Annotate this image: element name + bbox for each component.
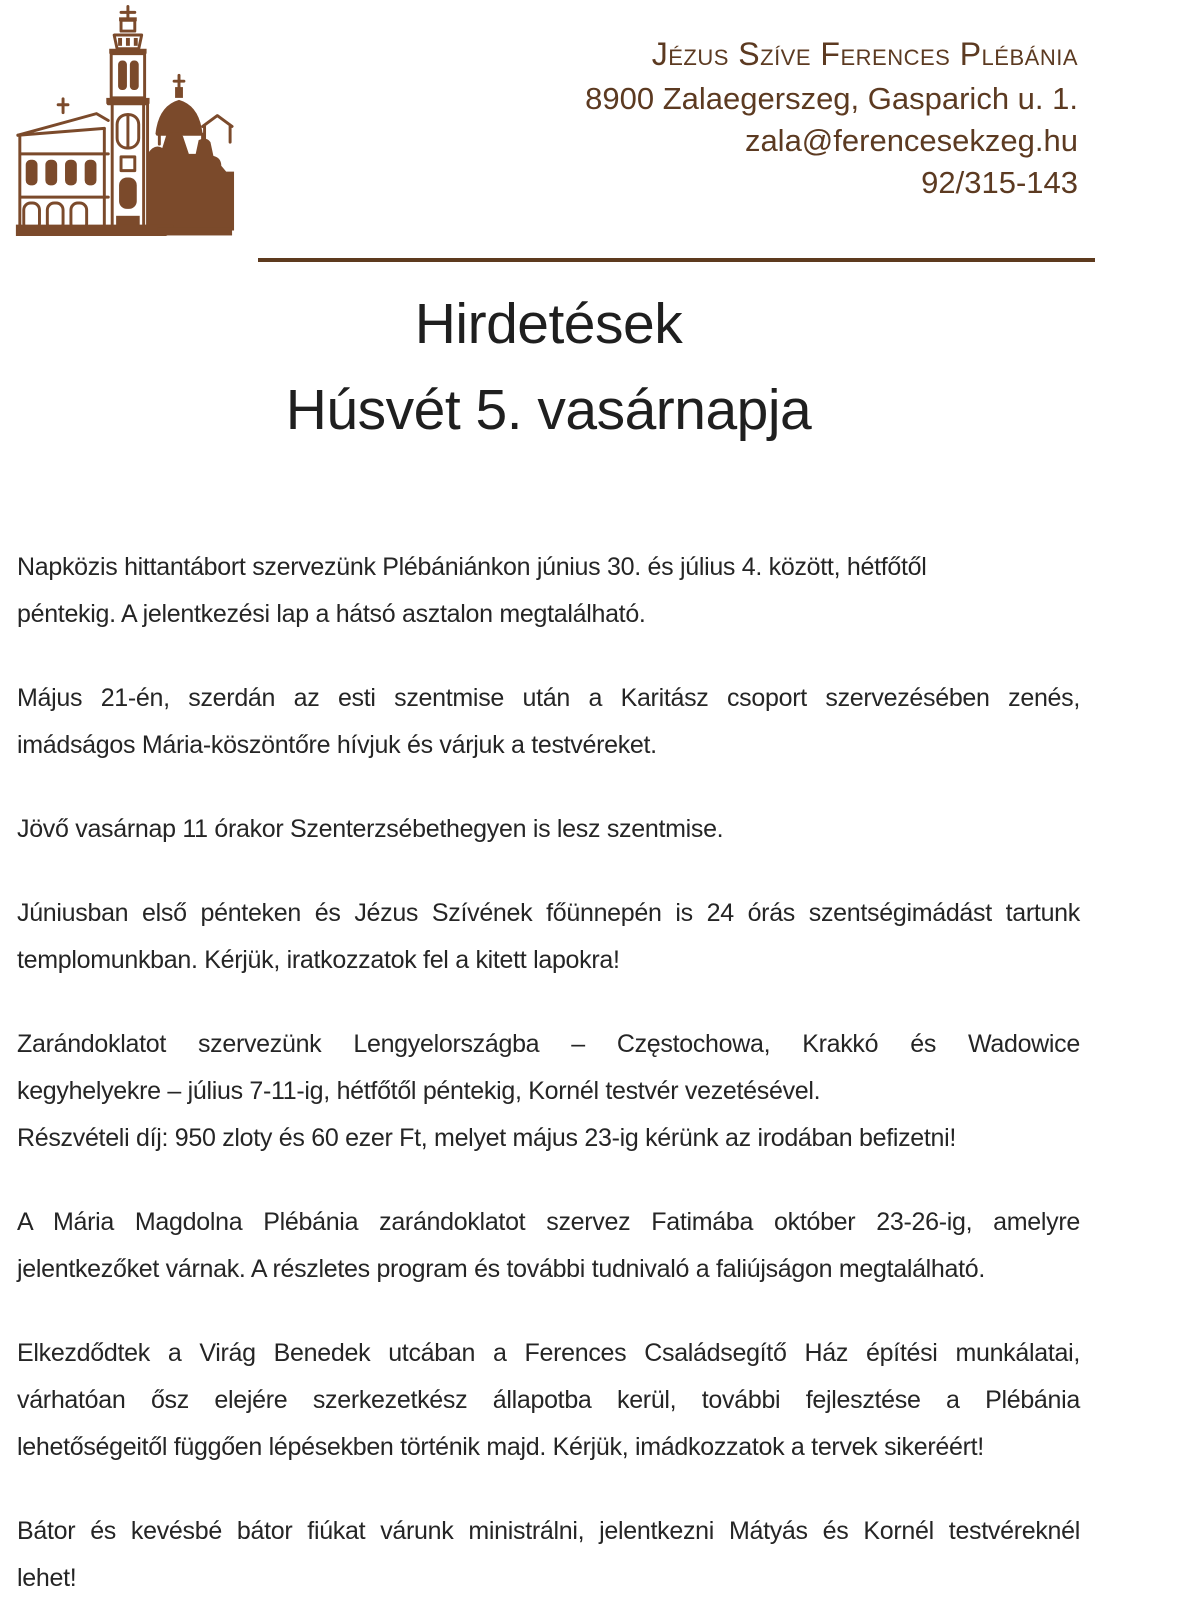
paragraph-line: Napközis hittantábort szervezünk Plébániánkon június 30. és július 4. között, hétfőtől [17,553,927,581]
org-email: zala@ferencesekzeg.hu [744,123,1078,158]
paragraph-line: Zarándoklatot szervezünk Lengyelországba – Częstochowa, Krakkó és Wadowice [17,1030,1080,1058]
paragraph-line: Részvételi díj: 950 zloty és 60 ezer Ft, melyet május 23-ig kérünk az irodában befizetni! [17,1124,957,1152]
announcement-paragraph [17,1199,1080,1293]
paragraph-line: Elkezdődtek a Virág Benedek utcában a Ferences Családsegítő Ház építési munkálatai, [17,1339,1080,1367]
paragraph-line: lehet! [17,1564,77,1592]
paragraph-line: templomunkban. Kérjük, iratkozzatok fel a kitett lapokra! [17,946,620,974]
announcement-paragraph [17,544,1080,638]
org-phone: 92/315-143 [921,165,1078,200]
paragraph-line: jelentkezőket várnak. A részletes program és további tudnivaló a faliújságon megtalálható. [17,1255,986,1283]
paragraph-line: A Mária Magdolna Plébánia zarándoklatot szervez Fatimába október 23-26-ig, amelyre [17,1208,1080,1236]
document-body [17,290,1080,1600]
paragraph-line: lehetőségeitől függően lépésekben történik majd. Kérjük, imádkozzatok a tervek sikeréért! [17,1433,984,1461]
letterhead [0,0,1201,236]
paragraph-line: Bátor és kevésbé bátor fiúkat várunk ministrálni, jelentkezni Mátyás és Kornél testvéreknél [17,1517,1080,1545]
header-divider [258,258,1095,262]
paragraph-line: Júniusban első pénteken és Jézus Szívének főünnepén is 24 órás szentségimádást tartunk [17,899,1080,927]
church-illustration-icon [10,4,236,236]
paragraph-line: Május 21-én, szerdán az esti szentmise után a Karitász csoport szervezésében zenés, [17,684,1080,712]
announcement-paragraph [17,1508,1080,1600]
org-address: 8900 Zalaegerszeg, Gasparich u. 1. [585,81,1078,116]
page-subtitle: Húsvét 5. vasárnapja [285,378,812,442]
announcement-paragraph [17,1330,1080,1471]
page-title: Hirdetések [414,292,683,356]
paragraph-line: péntekig. A jelentkezési lap a hátsó asztalon megtalálható. [17,600,646,628]
paragraph-line: várhatóan ősz elejére szerkezetkész állapotba kerül, további fejlesztése a Plébánia [17,1386,1080,1414]
paragraph-line: imádságos Mária-köszöntőre hívjuk és várjuk a testvéreket. [17,731,657,759]
paragraph-line: kegyhelyekre – július 7-11-ig, hétfőtől péntekig, Kornél testvér vezetésével. [17,1077,821,1105]
announcement-paragraph [17,675,1080,769]
paragraph-line: Jövő vasárnap 11 órakor Szenterzsébethegyen is lesz szentmise. [17,815,724,843]
announcement-paragraph [17,1115,1080,1162]
announcement-paragraph [17,890,1080,984]
announcement-paragraph [17,1021,1080,1115]
announcement-paragraph [17,806,1080,853]
org-name: Jézus Szíve Ferences Plébánia [651,36,1078,72]
letterhead-contact [585,30,1078,204]
